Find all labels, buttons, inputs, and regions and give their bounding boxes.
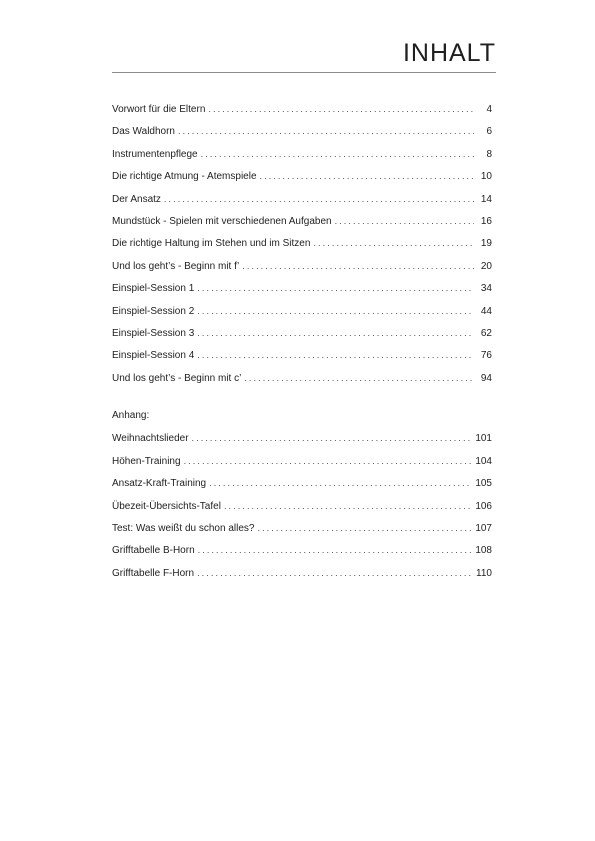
toc-entry-page: 34 — [480, 283, 492, 295]
toc-dot-leader — [257, 517, 471, 539]
toc-entry[interactable] — [112, 277, 492, 299]
toc-entry-page: 104 — [475, 455, 492, 467]
toc-entry[interactable] — [112, 495, 492, 517]
toc-dot-leader — [184, 450, 472, 472]
toc-entry-page: 16 — [480, 215, 492, 227]
toc-entry[interactable] — [112, 367, 492, 389]
page-title: INHALT — [402, 39, 496, 67]
toc-dot-leader — [335, 210, 474, 232]
toc-dot-leader — [209, 472, 471, 494]
toc-dot-leader — [197, 562, 472, 584]
table-of-contents — [112, 98, 492, 389]
toc-entry-title: Das Waldhorn — [112, 126, 175, 138]
toc-entry-title: Grifftabelle F-Horn — [112, 567, 195, 579]
toc-dot-leader — [260, 165, 474, 187]
toc-entry-title: Vorwort für die Eltern — [112, 104, 206, 115]
toc-entry-title: Einspiel-Session 3 — [112, 327, 195, 339]
toc-entry-title: Die richtige Haltung im Stehen und im Sitzen — [112, 238, 311, 250]
toc-entry-title: Höhen-Training — [112, 455, 181, 467]
toc-entry[interactable] — [112, 562, 492, 584]
toc-entry-title: Mundstück - Spielen mit verschiedenen Aufgaben — [112, 215, 332, 227]
toc-entry[interactable] — [112, 300, 492, 322]
toc-entry[interactable] — [112, 427, 492, 449]
title-divider — [112, 72, 496, 73]
toc-entry[interactable] — [112, 188, 492, 210]
toc-entry-page: 10 — [480, 171, 492, 183]
toc-entry-title: Grifftabelle B-Horn — [112, 545, 195, 557]
toc-entry[interactable] — [112, 472, 492, 494]
appendix-heading: Anhang: — [112, 410, 150, 421]
toc-entry-title: Einspiel-Session 2 — [112, 305, 195, 317]
toc-entry-page: 20 — [480, 260, 492, 272]
toc-entry-page: 8 — [486, 148, 492, 160]
toc-entry-page: 62 — [480, 327, 492, 339]
toc-entry-page: 4 — [486, 104, 492, 115]
toc-dot-leader — [197, 277, 474, 299]
toc-dot-leader — [201, 143, 474, 165]
toc-dot-leader — [313, 232, 474, 254]
toc-entry-title: Einspiel-Session 1 — [112, 283, 195, 295]
toc-entry-page: 110 — [476, 567, 492, 579]
toc-entry[interactable] — [112, 120, 492, 142]
toc-dot-leader — [197, 344, 474, 366]
toc-dot-leader — [208, 98, 474, 120]
toc-entry[interactable] — [112, 98, 492, 120]
toc-entry-page: 14 — [480, 193, 492, 205]
toc-entry-page: 19 — [480, 238, 492, 250]
toc-entry[interactable] — [112, 450, 492, 472]
toc-entry-page: 94 — [480, 372, 492, 384]
toc-entry[interactable] — [112, 517, 492, 539]
toc-entry-title: Test: Was weißt du schon alles? — [112, 522, 255, 534]
toc-entry-title: Übezeit-Übersichts-Tafel — [112, 500, 221, 512]
toc-entry-page: 108 — [475, 545, 492, 557]
toc-entry[interactable] — [112, 344, 492, 366]
toc-entry[interactable] — [112, 539, 492, 561]
toc-dot-leader — [164, 188, 474, 210]
toc-entry[interactable] — [112, 255, 492, 277]
toc-entry-title: Weihnachtslieder — [112, 433, 189, 445]
toc-entry-page: 105 — [475, 478, 492, 490]
toc-entry-page: 76 — [480, 350, 492, 362]
toc-dot-leader — [178, 120, 474, 142]
toc-entry[interactable] — [112, 232, 492, 254]
toc-entry-page: 107 — [475, 522, 492, 534]
toc-entry-title: Und los geht’s - Beginn mit f’ — [112, 260, 240, 272]
toc-entry[interactable] — [112, 143, 492, 165]
toc-entry-page: 106 — [475, 500, 492, 512]
toc-entry-page: 101 — [475, 433, 492, 445]
toc-dot-leader — [242, 255, 474, 277]
toc-dot-leader — [244, 367, 474, 389]
appendix-contents — [112, 405, 492, 584]
toc-entry-title: Und los geht’s - Beginn mit c’ — [112, 372, 242, 384]
toc-dot-leader — [198, 539, 472, 561]
toc-entry-title: Die richtige Atmung - Atemspiele — [112, 171, 257, 183]
toc-dot-leader — [224, 495, 471, 517]
toc-entry[interactable] — [112, 210, 492, 232]
toc-entry-title: Einspiel-Session 4 — [112, 350, 195, 362]
toc-entry-title: Instrumentenpflege — [112, 148, 198, 160]
toc-dot-leader — [197, 300, 474, 322]
toc-entry[interactable] — [112, 165, 492, 187]
toc-entry-page: 6 — [486, 126, 492, 138]
toc-dot-leader — [197, 322, 474, 344]
toc-entry-page: 44 — [480, 305, 492, 317]
toc-entry-title: Der Ansatz — [112, 193, 161, 205]
toc-entry-title: Ansatz-Kraft-Training — [112, 478, 207, 490]
toc-entry[interactable] — [112, 322, 492, 344]
toc-dot-leader — [192, 427, 472, 449]
